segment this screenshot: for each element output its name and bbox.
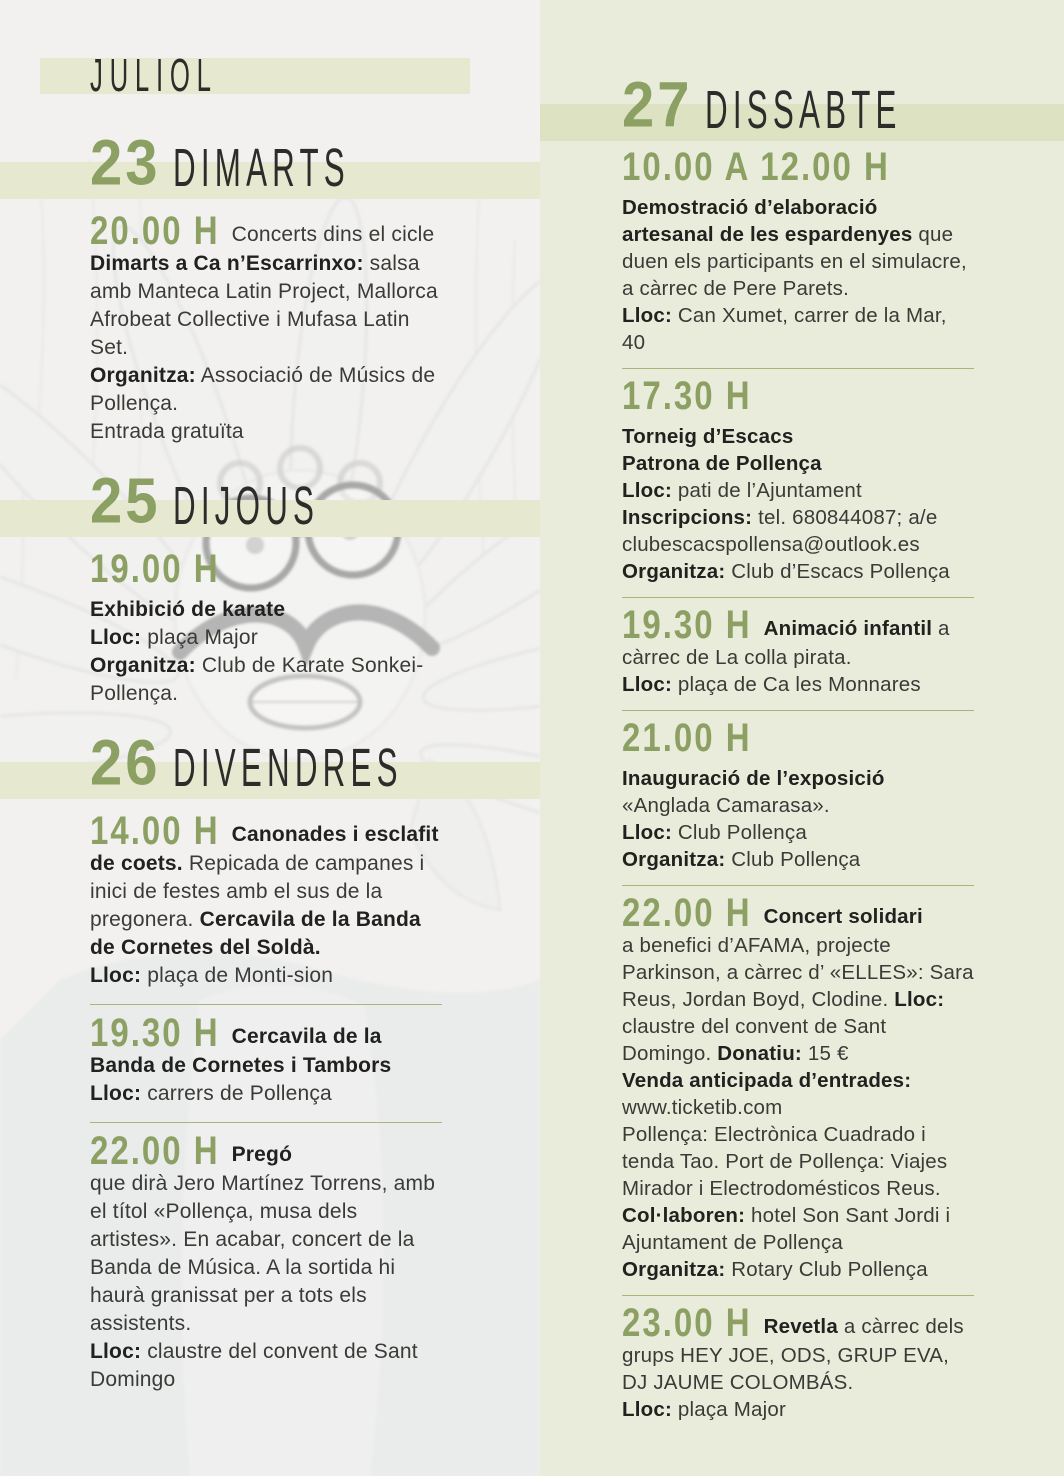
event-time: 19.00 H [90,545,220,591]
day-name: DIMARTS [172,138,350,198]
event-text: Revetla a càrrec dels grups HEY JOE, ODS, GRUP EVA, DJ JAUME COLOMBÁS. Lloc: plaça Major [622,1315,964,1421]
event-time: 22.00 H [622,889,752,935]
event-text: Pregó que dirà Jero Martínez Torrens, amb el títol «Pollença, musa dels artistes». En acabar, concert de la Banda de Música. A la sortida hi haurà granissat per a tots els assistents. Lloc: claustre del convent de Sant Domingo [90,1143,436,1391]
event-2300-revetla [622,1299,974,1423]
divider [622,597,974,598]
day-number: 25 [90,465,161,537]
event-text: Inauguració de l’exposició «Anglada Camarasa». Lloc: Club Pollença Organitza: Club Pollença [622,767,885,871]
event-2200-prego [90,1127,442,1394]
event-1900-karate [90,545,442,708]
event-text: Torneig d’Escacs Patrona de Pollença Lloc: pati de l’Ajuntament Inscripcions: tel. 680844087; a/e clubescacspollensa@outlook.es Organitza: Club d’Escacs Pollença [622,425,950,583]
event-time: 17.30 H [622,372,752,418]
event-1930-cercavila [90,1009,442,1108]
divider [622,885,974,886]
month-label: JULIOL [90,49,218,101]
day-number: 26 [90,727,161,799]
event-1930-animacio [622,601,974,698]
right-column [540,0,1064,1476]
day-header-23-dimarts [90,127,442,204]
day-name: DIJOUS [172,476,320,536]
day-name: DISSABTE [704,80,902,140]
event-text: Animació infantil a càrrec de La colla pirata. Lloc: plaça de Ca les Monnares [622,617,950,696]
event-time: 14.00 H [90,807,220,853]
event-text: Concerts dins el cicle Dimarts a Ca n’Escarrinxo: salsa amb Manteca Latin Project, Mallorca Afrobeat Collective i Mufasa Latin Set. Organitza: Associació de Músics de Pollença. Entrada gratuïta [90,223,438,443]
event-time: 20.00 H [90,207,220,253]
event-2200-concert-solidari [622,889,974,1283]
event-1000-espardenyes [622,143,974,356]
day-number: 27 [622,69,693,141]
event-text: Exhibició de karate Lloc: plaça Major Organitza: Club de Karate Sonkei-Pollença. [90,598,424,705]
divider [622,710,974,711]
event-text: Canonades i esclafit de coets. Repicada de campanes i inici de festes amb el sus de la pregonera. Cercavila de la Banda de Cornetes del Soldà. Lloc: plaça de Monti-sion [90,823,439,987]
event-text: Cercavila de la Banda de Cornetes i Tambors Lloc: carrers de Pollença [90,1025,392,1105]
event-time: 22.00 H [90,1127,220,1173]
day-header-27-dissabte [622,69,974,144]
month-title [90,0,442,108]
divider [622,368,974,369]
day-header-25-dijous [90,465,442,542]
event-1730-escacs [622,372,974,585]
event-text: Concert solidari a benefici d’AFAMA, projecte Parkinson, a càrrec d’ «ELLES»: Sara Reus, Jordan Boyd, Clodine. Lloc: claustre del convent de Sant Domingo. Donatiu: 15 € Venda anticipada d’entrades: www.ticketib.com Pollença: Electrònica Cuadrado i tenda Tao. Port de Pollença: Viajes Mirador i Electrodomésticos Reus. Col·laboren: hotel Son Sant Jordi i Ajuntament de Pollença Organitza: Rotary Club Pollença [622,905,974,1281]
event-time: 21.00 H [622,714,752,760]
event-time: 23.00 H [622,1299,752,1345]
event-time: 10.00 A 12.00 H [622,143,890,189]
event-time: 19.30 H [90,1009,220,1055]
event-text: Demostració d’elaboració artesanal de les espardenyes que duen els participants en el simulacre, a càrrec de Pere Parets. Lloc: Can Xumet, carrer de la Mar, 40 [622,196,967,354]
day-number: 23 [90,127,161,199]
event-2100-exposicio [622,714,974,873]
event-2000-concerts [90,207,442,446]
divider [90,1004,442,1005]
event-1400-canonades [90,807,442,990]
event-time: 19.30 H [622,601,752,647]
divider [622,1295,974,1296]
day-header-26-divendres [90,727,442,804]
divider [90,1122,442,1123]
day-name: DIVENDRES [172,738,403,798]
